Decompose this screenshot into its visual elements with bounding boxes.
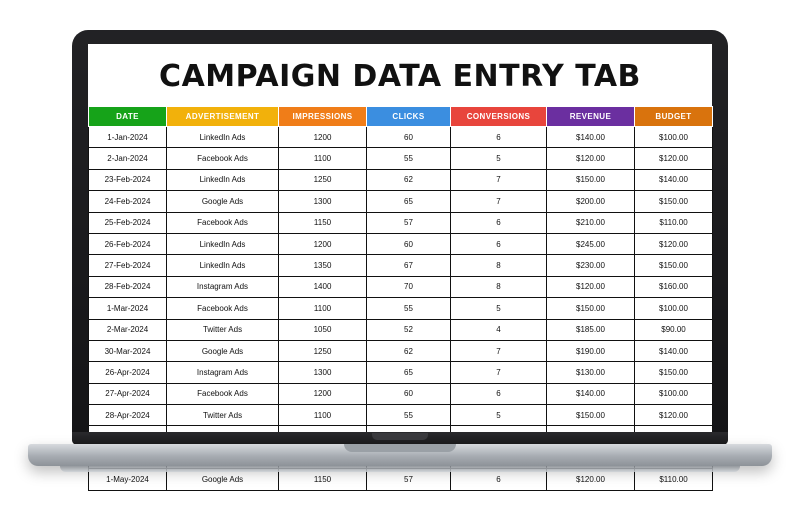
table-cell[interactable]: 7 xyxy=(451,191,547,212)
table-cell[interactable]: 67 xyxy=(367,255,451,276)
table-cell[interactable]: 26-Apr-2024 xyxy=(89,362,167,383)
table-cell[interactable]: LinkedIn Ads xyxy=(167,127,279,148)
laptop-base-lip xyxy=(344,444,456,452)
table-cell[interactable]: 8 xyxy=(451,255,547,276)
table-row xyxy=(89,169,713,190)
table-cell[interactable]: $150.00 xyxy=(547,169,635,190)
table-cell[interactable]: 57 xyxy=(367,212,451,233)
table-cell[interactable]: Twitter Ads xyxy=(167,319,279,340)
table-cell[interactable]: 30-Mar-2024 xyxy=(89,340,167,361)
laptop-hinge-notch xyxy=(372,433,428,440)
table-cell[interactable]: 23-Feb-2024 xyxy=(89,169,167,190)
table-header-cell-5[interactable]: REVENUE xyxy=(547,107,635,127)
table-cell[interactable]: 1200 xyxy=(279,383,367,404)
table-cell[interactable]: Facebook Ads xyxy=(167,383,279,404)
table-cell[interactable]: $100.00 xyxy=(635,298,713,319)
table-row xyxy=(89,212,713,233)
table-cell[interactable]: 1100 xyxy=(279,148,367,169)
table-cell[interactable]: 1-May-2024 xyxy=(89,469,167,490)
table-cell[interactable]: 55 xyxy=(367,405,451,426)
table-cell[interactable]: 65 xyxy=(367,362,451,383)
table-row xyxy=(89,233,713,254)
table-cell[interactable]: Instagram Ads xyxy=(167,276,279,297)
table-cell[interactable]: $200.00 xyxy=(547,191,635,212)
table-cell[interactable]: 6 xyxy=(451,127,547,148)
table-cell[interactable]: 70 xyxy=(367,276,451,297)
table-row xyxy=(89,405,713,426)
table-cell[interactable]: 7 xyxy=(451,340,547,361)
table-row xyxy=(89,191,713,212)
table-cell[interactable]: $120.00 xyxy=(547,148,635,169)
table-cell[interactable]: 1-Mar-2024 xyxy=(89,298,167,319)
page-title: CAMPAIGN DATA ENTRY TAB xyxy=(159,59,641,94)
table-cell[interactable]: 1050 xyxy=(279,319,367,340)
table-cell[interactable]: $160.00 xyxy=(635,276,713,297)
table-cell[interactable]: 62 xyxy=(367,169,451,190)
table-cell[interactable]: $110.00 xyxy=(635,469,713,490)
table-cell[interactable]: 1150 xyxy=(279,212,367,233)
table-cell[interactable]: Google Ads xyxy=(167,340,279,361)
table-row xyxy=(89,148,713,169)
table-cell[interactable]: $230.00 xyxy=(547,255,635,276)
table-cell[interactable]: 24-Feb-2024 xyxy=(89,191,167,212)
table-row xyxy=(89,383,713,404)
table-cell[interactable]: $130.00 xyxy=(547,362,635,383)
table-header-cell-1[interactable]: ADVERTISEMENT xyxy=(167,107,279,127)
table-cell[interactable]: 1250 xyxy=(279,169,367,190)
table-cell[interactable]: 27-Feb-2024 xyxy=(89,255,167,276)
table-cell[interactable]: Google Ads xyxy=(167,469,279,490)
table-header-cell-4[interactable]: CONVERSIONS xyxy=(451,107,547,127)
table-cell[interactable]: 55 xyxy=(367,148,451,169)
table-cell[interactable]: Twitter Ads xyxy=(167,405,279,426)
table-cell[interactable]: 6 xyxy=(451,383,547,404)
laptop-screen xyxy=(88,44,712,484)
table-cell[interactable]: $120.00 xyxy=(547,276,635,297)
table-cell[interactable]: $100.00 xyxy=(635,383,713,404)
table-cell[interactable]: LinkedIn Ads xyxy=(167,169,279,190)
table-header-cell-6[interactable]: BUDGET xyxy=(635,107,713,127)
table-cell[interactable]: 55 xyxy=(367,298,451,319)
table-cell[interactable]: $120.00 xyxy=(635,233,713,254)
table-cell[interactable]: 27-Apr-2024 xyxy=(89,383,167,404)
table-cell[interactable]: $140.00 xyxy=(635,340,713,361)
table-header-cell-2[interactable]: IMPRESSIONS xyxy=(279,107,367,127)
table-cell[interactable]: 60 xyxy=(367,383,451,404)
table-header-cell-3[interactable]: CLICKS xyxy=(367,107,451,127)
table-cell[interactable]: $140.00 xyxy=(547,383,635,404)
table-cell[interactable]: $245.00 xyxy=(547,233,635,254)
table-cell[interactable]: 25-Feb-2024 xyxy=(89,212,167,233)
table-cell[interactable]: 5 xyxy=(451,298,547,319)
table-cell[interactable]: LinkedIn Ads xyxy=(167,255,279,276)
table-row xyxy=(89,340,713,361)
table-cell[interactable]: 1100 xyxy=(279,298,367,319)
table-header-cell-0[interactable]: DATE xyxy=(89,107,167,127)
table-cell[interactable]: 1350 xyxy=(279,255,367,276)
table-cell[interactable]: 62 xyxy=(367,340,451,361)
table-cell[interactable]: $150.00 xyxy=(635,362,713,383)
table-cell[interactable]: 5 xyxy=(451,405,547,426)
table-row xyxy=(89,276,713,297)
spreadsheet xyxy=(88,44,712,484)
table-cell[interactable]: $150.00 xyxy=(547,298,635,319)
table-cell[interactable]: 1150 xyxy=(279,469,367,490)
table-cell[interactable]: $150.00 xyxy=(547,405,635,426)
table-cell[interactable]: 65 xyxy=(367,191,451,212)
table-cell[interactable]: 7 xyxy=(451,169,547,190)
table-cell[interactable]: 6 xyxy=(451,212,547,233)
table-cell[interactable]: 1400 xyxy=(279,276,367,297)
table-cell[interactable]: 1100 xyxy=(279,405,367,426)
table-cell[interactable]: Facebook Ads xyxy=(167,148,279,169)
table-cell[interactable]: 1-Jan-2024 xyxy=(89,127,167,148)
table-cell[interactable]: 2-Mar-2024 xyxy=(89,319,167,340)
table-cell[interactable]: $120.00 xyxy=(635,148,713,169)
table-header-row xyxy=(89,107,713,127)
table-row xyxy=(89,362,713,383)
table-cell[interactable]: $120.00 xyxy=(547,469,635,490)
laptop-base-shadow xyxy=(60,466,740,472)
table-cell[interactable]: 7 xyxy=(451,362,547,383)
table-cell[interactable]: 60 xyxy=(367,127,451,148)
table-cell[interactable]: $190.00 xyxy=(547,340,635,361)
table-cell[interactable]: 2-Jan-2024 xyxy=(89,148,167,169)
table-cell[interactable]: 52 xyxy=(367,319,451,340)
table-row xyxy=(89,319,713,340)
table-cell[interactable]: $210.00 xyxy=(547,212,635,233)
table-cell[interactable]: Instagram Ads xyxy=(167,362,279,383)
table-cell[interactable]: 28-Apr-2024 xyxy=(89,405,167,426)
table-cell[interactable]: 1250 xyxy=(279,340,367,361)
table-cell[interactable]: 60 xyxy=(367,233,451,254)
table-cell[interactable]: 1200 xyxy=(279,127,367,148)
table-cell[interactable]: 26-Feb-2024 xyxy=(89,233,167,254)
table-cell[interactable]: 8 xyxy=(451,276,547,297)
table-cell[interactable]: $90.00 xyxy=(635,319,713,340)
table-cell[interactable]: $110.00 xyxy=(635,212,713,233)
table-cell[interactable]: 6 xyxy=(451,469,547,490)
table-row xyxy=(89,298,713,319)
table-cell[interactable]: Google Ads xyxy=(167,191,279,212)
table-cell[interactable]: 1300 xyxy=(279,362,367,383)
table-cell[interactable]: 57 xyxy=(367,469,451,490)
table-cell[interactable]: Facebook Ads xyxy=(167,298,279,319)
table-cell[interactable]: 28-Feb-2024 xyxy=(89,276,167,297)
table-cell[interactable]: $150.00 xyxy=(635,191,713,212)
table-cell[interactable]: Facebook Ads xyxy=(167,212,279,233)
table-cell[interactable]: $140.00 xyxy=(547,127,635,148)
table-row xyxy=(89,255,713,276)
table-cell[interactable]: $140.00 xyxy=(635,169,713,190)
table-cell[interactable]: 1300 xyxy=(279,191,367,212)
table-row xyxy=(89,127,713,148)
table-cell[interactable]: $120.00 xyxy=(635,405,713,426)
table-cell[interactable]: 5 xyxy=(451,148,547,169)
table-cell[interactable]: $100.00 xyxy=(635,127,713,148)
table-cell[interactable]: $185.00 xyxy=(547,319,635,340)
table-cell[interactable]: 4 xyxy=(451,319,547,340)
table-cell[interactable]: 6 xyxy=(451,233,547,254)
table-cell[interactable]: 1200 xyxy=(279,233,367,254)
table-cell[interactable]: $150.00 xyxy=(635,255,713,276)
table-cell[interactable]: LinkedIn Ads xyxy=(167,233,279,254)
